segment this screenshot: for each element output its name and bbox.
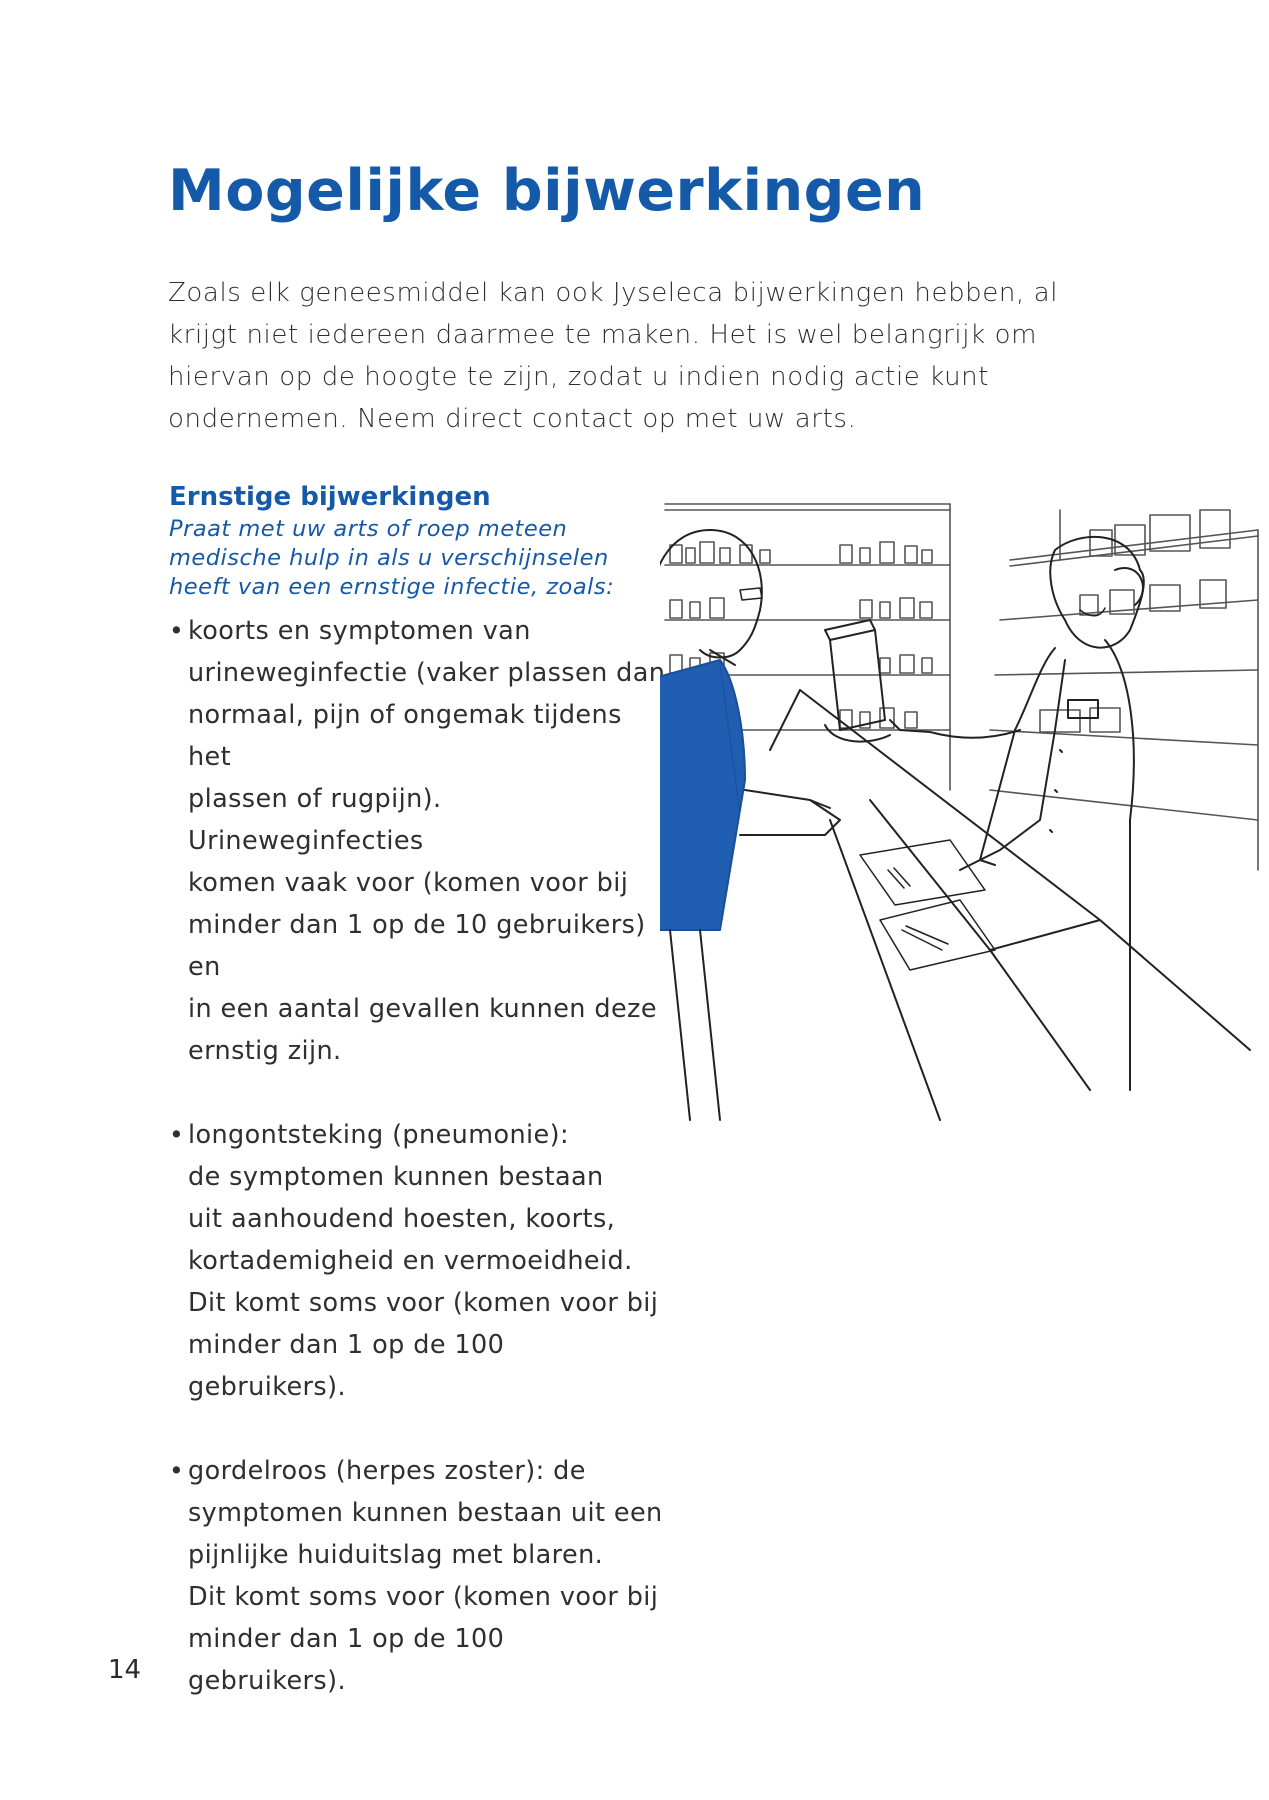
- list-item-line: de symptomen kunnen bestaan: [188, 1162, 604, 1192]
- list-item: [169, 1114, 669, 1408]
- list-item-line: pijnlijke huiduitslag met blaren.: [188, 1540, 604, 1570]
- list-item-line: minder dan 1 op de 100 gebruikers).: [188, 1624, 505, 1696]
- list-item-line: gordelroos (herpes zoster): de: [188, 1456, 586, 1486]
- list-item-line: ernstig zijn.: [188, 1036, 342, 1066]
- list-item-line: urineweginfectie (vaker plassen dan: [188, 658, 666, 688]
- list-item-line: in een aantal gevallen kunnen deze: [188, 994, 657, 1024]
- bullet-icon: •: [169, 616, 185, 645]
- intro-paragraph: Zoals elk geneesmiddel kan ook Jyseleca bijwerkingen hebben, al krijgt niet iedereen daarmee te maken. Het is wel belangrijk om hiervan op de hoogte te zijn, zodat u indien nodig actie kunt ondernemen. Neem direct contact op met uw arts.: [168, 278, 1059, 434]
- documents: [860, 840, 995, 970]
- list-item-line: symptomen kunnen bestaan uit een: [188, 1498, 663, 1528]
- list-item-line: koorts en symptomen van: [188, 616, 531, 646]
- list-item: [169, 1450, 669, 1702]
- list-item-line: normaal, pijn of ongemak tijdens het: [188, 700, 622, 772]
- bullet-icon: •: [169, 1456, 185, 1485]
- customer-figure: [660, 530, 840, 1120]
- list-item-line: longontsteking (pneumonie):: [188, 1120, 569, 1150]
- list-item-line: Dit komt soms voor (komen voor bij: [188, 1288, 659, 1318]
- list-item-line: uit aanhoudend hoesten, koorts,: [188, 1204, 616, 1234]
- list-item-line: minder dan 1 op de 10 gebruikers) en: [188, 910, 646, 982]
- page-number: 14: [108, 1655, 142, 1685]
- list-item-line: komen vaak voor (komen voor bij: [188, 868, 629, 898]
- list-item-line: kortademigheid en vermoeidheid.: [188, 1246, 633, 1276]
- list-item-line: minder dan 1 op de 100 gebruikers).: [188, 1330, 505, 1402]
- list-item-line: plassen of rugpijn). Urineweginfecties: [188, 784, 442, 856]
- list-item: [169, 610, 669, 1072]
- list-item-line: Dit komt soms voor (komen voor bij: [188, 1582, 659, 1612]
- shelves-right: [990, 510, 1258, 870]
- section-heading: Ernstige bijwerkingen: [169, 482, 491, 512]
- counter: [770, 690, 1250, 1120]
- page-title: Mogelijke bijwerkingen: [168, 158, 926, 224]
- bullet-icon: •: [169, 1120, 185, 1149]
- section-subheading: Praat met uw arts of roep meteen medische hulp in als u verschijnselen heeft van een ernstige infectie, zoals:: [169, 516, 615, 600]
- pharmacy-illustration: [660, 490, 1260, 1290]
- side-effects-list: [169, 610, 669, 1702]
